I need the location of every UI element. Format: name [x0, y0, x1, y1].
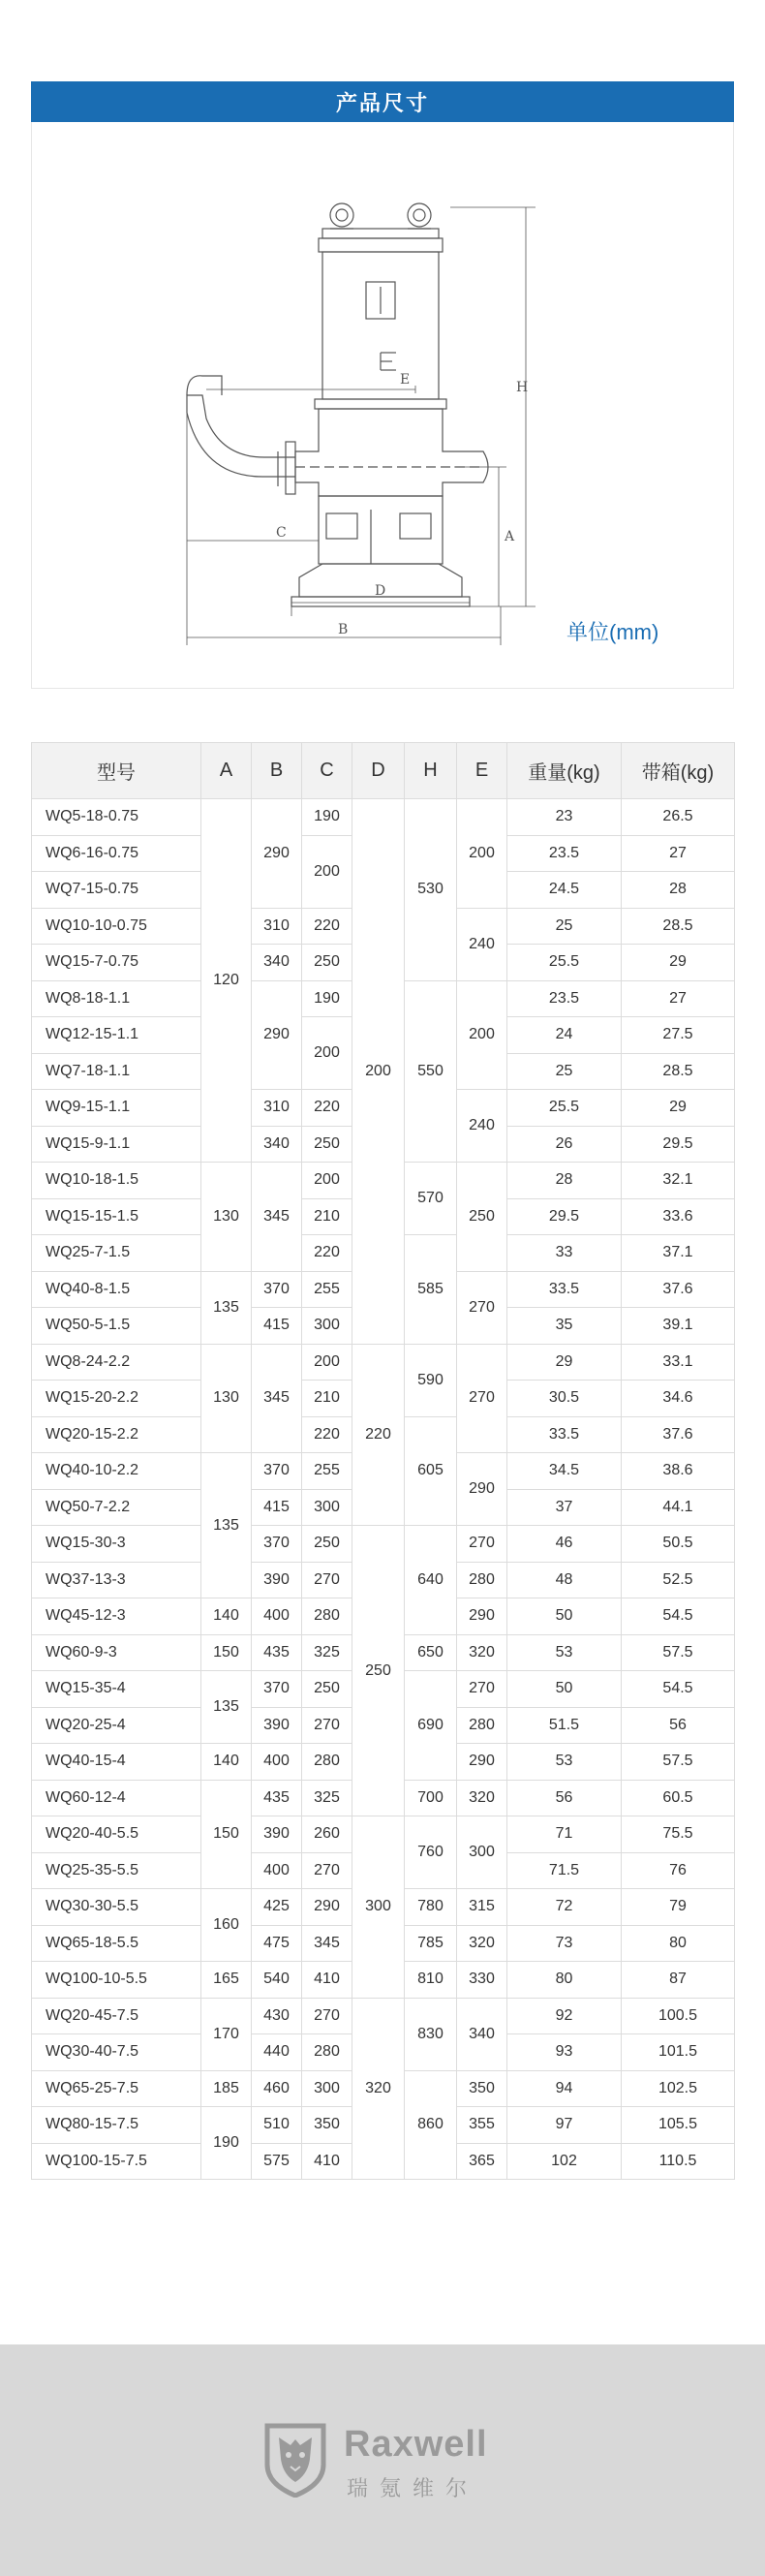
table-cell: 48: [507, 1562, 622, 1598]
table-cell: 170: [201, 1998, 252, 2070]
model-cell: WQ15-7-0.75: [32, 945, 201, 981]
model-cell: WQ37-13-3: [32, 1562, 201, 1598]
model-cell: WQ20-45-7.5: [32, 1998, 201, 2034]
table-cell: 27: [622, 835, 735, 872]
table-cell: 365: [457, 2143, 507, 2180]
model-cell: WQ30-40-7.5: [32, 2034, 201, 2071]
table-cell: 28.5: [622, 908, 735, 945]
model-cell: WQ8-18-1.1: [32, 980, 201, 1017]
table-cell: 190: [201, 2107, 252, 2180]
table-cell: 280: [302, 1598, 352, 1635]
unit-label: 单位(mm): [566, 620, 659, 644]
table-cell: 35: [507, 1308, 622, 1345]
table-cell: 280: [457, 1562, 507, 1598]
table-cell: 160: [201, 1889, 252, 1962]
table-cell: 290: [457, 1744, 507, 1781]
model-cell: WQ7-18-1.1: [32, 1053, 201, 1090]
table-cell: 28.5: [622, 1053, 735, 1090]
table-cell: 280: [302, 2034, 352, 2071]
table-cell: 425: [252, 1889, 302, 1926]
table-row: [32, 799, 735, 836]
table-cell: 33: [507, 1235, 622, 1272]
table-cell: 410: [302, 2143, 352, 2180]
table-cell: 320: [457, 1925, 507, 1962]
table-cell: 39.1: [622, 1308, 735, 1345]
model-cell: WQ12-15-1.1: [32, 1017, 201, 1054]
table-cell: 80: [622, 1925, 735, 1962]
table-row: [32, 1526, 735, 1563]
table-cell: 250: [302, 1126, 352, 1163]
table-cell: 350: [457, 2070, 507, 2107]
model-cell: WQ8-24-2.2: [32, 1344, 201, 1381]
table-cell: 185: [201, 2070, 252, 2107]
table-cell: 570: [405, 1163, 457, 1235]
table-cell: 605: [405, 1416, 457, 1526]
table-cell: 270: [302, 1562, 352, 1598]
table-cell: 300: [302, 1308, 352, 1345]
model-cell: WQ10-10-0.75: [32, 908, 201, 945]
table-cell: 270: [302, 1707, 352, 1744]
table-cell: 32.1: [622, 1163, 735, 1199]
table-cell: 250: [457, 1163, 507, 1272]
table-cell: 25.5: [507, 1090, 622, 1127]
table-cell: 37.6: [622, 1271, 735, 1308]
table-cell: 280: [457, 1707, 507, 1744]
table-cell: 220: [302, 1235, 352, 1272]
table-cell: 51.5: [507, 1707, 622, 1744]
table-cell: 97: [507, 2107, 622, 2144]
table-cell: 37.1: [622, 1235, 735, 1272]
table-cell: 75.5: [622, 1816, 735, 1853]
table-cell: 200: [302, 1344, 352, 1381]
table-cell: 52.5: [622, 1562, 735, 1598]
model-cell: WQ40-15-4: [32, 1744, 201, 1781]
table-cell: 94: [507, 2070, 622, 2107]
table-cell: 46: [507, 1526, 622, 1563]
column-header: 型号: [32, 743, 201, 799]
table-cell: 390: [252, 1816, 302, 1853]
table-cell: 71: [507, 1816, 622, 1853]
table-cell: 475: [252, 1925, 302, 1962]
table-cell: 92: [507, 1998, 622, 2034]
model-cell: WQ5-18-0.75: [32, 799, 201, 836]
table-cell: 53: [507, 1634, 622, 1671]
brand-name-cn: 瑞氪维尔: [347, 2476, 479, 2500]
model-cell: WQ20-25-4: [32, 1707, 201, 1744]
model-cell: WQ40-10-2.2: [32, 1453, 201, 1490]
table-cell: 255: [302, 1453, 352, 1490]
column-header: E: [457, 743, 507, 799]
table-cell: 34.6: [622, 1381, 735, 1417]
table-cell: 50: [507, 1598, 622, 1635]
table-cell: 100.5: [622, 1998, 735, 2034]
model-cell: WQ100-15-7.5: [32, 2143, 201, 2180]
table-cell: 390: [252, 1707, 302, 1744]
table-cell: 340: [252, 1126, 302, 1163]
model-cell: WQ15-30-3: [32, 1526, 201, 1563]
table-cell: 325: [302, 1780, 352, 1816]
column-header: 重量(kg): [507, 743, 622, 799]
table-cell: 54.5: [622, 1671, 735, 1708]
table-cell: 200: [352, 799, 405, 1345]
model-cell: WQ60-12-4: [32, 1780, 201, 1816]
table-cell: 200: [302, 835, 352, 908]
table-cell: 33.5: [507, 1271, 622, 1308]
table-cell: 510: [252, 2107, 302, 2144]
dim-label-b: B: [338, 622, 349, 637]
table-cell: 73: [507, 1925, 622, 1962]
table-cell: 23.5: [507, 980, 622, 1017]
table-cell: 690: [405, 1671, 457, 1781]
table-cell: 760: [405, 1816, 457, 1889]
model-cell: WQ60-9-3: [32, 1634, 201, 1671]
table-cell: 415: [252, 1308, 302, 1345]
table-cell: 540: [252, 1962, 302, 1999]
table-cell: 150: [201, 1780, 252, 1889]
table-cell: 105.5: [622, 2107, 735, 2144]
table-cell: 28: [622, 872, 735, 909]
table-cell: 27.5: [622, 1017, 735, 1054]
table-cell: 315: [457, 1889, 507, 1926]
dim-label-h: H: [516, 380, 529, 395]
model-cell: WQ20-40-5.5: [32, 1816, 201, 1853]
model-cell: WQ30-30-5.5: [32, 1889, 201, 1926]
pump-drawing: [32, 122, 733, 688]
table-cell: 56: [622, 1707, 735, 1744]
dim-label-e: E: [400, 372, 411, 388]
model-cell: WQ9-15-1.1: [32, 1090, 201, 1127]
table-cell: 27: [622, 980, 735, 1017]
table-cell: 29: [507, 1344, 622, 1381]
table-cell: 330: [457, 1962, 507, 1999]
table-cell: 25.5: [507, 945, 622, 981]
table-cell: 350: [302, 2107, 352, 2144]
table-cell: 400: [252, 1598, 302, 1635]
column-header: D: [352, 743, 405, 799]
model-cell: WQ10-18-1.5: [32, 1163, 201, 1199]
table-cell: 130: [201, 1163, 252, 1272]
table-cell: 340: [457, 1998, 507, 2070]
table-cell: 400: [252, 1744, 302, 1781]
table-cell: 860: [405, 2070, 457, 2180]
table-cell: 38.6: [622, 1453, 735, 1490]
table-cell: 110.5: [622, 2143, 735, 2180]
model-cell: WQ7-15-0.75: [32, 872, 201, 909]
table-cell: 50: [507, 1671, 622, 1708]
table-cell: 33.1: [622, 1344, 735, 1381]
table-cell: 140: [201, 1598, 252, 1635]
table-cell: 57.5: [622, 1634, 735, 1671]
table-cell: 130: [201, 1344, 252, 1453]
table-cell: 650: [405, 1634, 457, 1671]
table-cell: 29: [622, 945, 735, 981]
table-cell: 400: [252, 1852, 302, 1889]
dim-label-d: D: [375, 583, 386, 599]
table-cell: 780: [405, 1889, 457, 1926]
table-cell: 165: [201, 1962, 252, 1999]
table-cell: 325: [302, 1634, 352, 1671]
table-cell: 60.5: [622, 1780, 735, 1816]
model-cell: WQ65-18-5.5: [32, 1925, 201, 1962]
table-cell: 345: [302, 1925, 352, 1962]
table-cell: 320: [457, 1634, 507, 1671]
model-cell: WQ15-35-4: [32, 1671, 201, 1708]
table-header-row: [32, 743, 735, 799]
model-cell: WQ6-16-0.75: [32, 835, 201, 872]
table-cell: 72: [507, 1889, 622, 1926]
table-cell: 135: [201, 1271, 252, 1344]
dimension-table: [31, 742, 735, 2180]
table-cell: 270: [457, 1526, 507, 1563]
table-cell: 290: [252, 799, 302, 909]
footer: [0, 2344, 765, 2576]
table-cell: 280: [302, 1744, 352, 1781]
table-cell: 250: [302, 1671, 352, 1708]
table-cell: 29.5: [507, 1198, 622, 1235]
table-cell: 24.5: [507, 872, 622, 909]
table-cell: 71.5: [507, 1852, 622, 1889]
table-cell: 240: [457, 1090, 507, 1163]
table-cell: 290: [457, 1598, 507, 1635]
table-cell: 56: [507, 1780, 622, 1816]
table-cell: 200: [302, 1163, 352, 1199]
table-cell: 190: [302, 980, 352, 1017]
table-cell: 300: [302, 1489, 352, 1526]
table-cell: 340: [252, 945, 302, 981]
model-cell: WQ100-10-5.5: [32, 1962, 201, 1999]
table-cell: 310: [252, 1090, 302, 1127]
table-cell: 28: [507, 1163, 622, 1199]
model-cell: WQ65-25-7.5: [32, 2070, 201, 2107]
table-cell: 435: [252, 1780, 302, 1816]
table-cell: 460: [252, 2070, 302, 2107]
table-cell: 810: [405, 1962, 457, 1999]
table-cell: 530: [405, 799, 457, 981]
table-cell: 140: [201, 1744, 252, 1781]
table-cell: 590: [405, 1344, 457, 1416]
table-cell: 270: [457, 1271, 507, 1344]
table-cell: 23: [507, 799, 622, 836]
table-cell: 101.5: [622, 2034, 735, 2071]
table-cell: 26: [507, 1126, 622, 1163]
table-cell: 150: [201, 1634, 252, 1671]
table-cell: 290: [457, 1453, 507, 1526]
table-cell: 270: [457, 1671, 507, 1708]
table-cell: 220: [352, 1344, 405, 1526]
model-cell: WQ15-15-1.5: [32, 1198, 201, 1235]
table-cell: 33.6: [622, 1198, 735, 1235]
table-cell: 29: [622, 1090, 735, 1127]
dim-label-c: C: [276, 525, 287, 541]
table-cell: 200: [457, 799, 507, 909]
table-cell: 44.1: [622, 1489, 735, 1526]
table-cell: 37.6: [622, 1416, 735, 1453]
model-cell: WQ50-7-2.2: [32, 1489, 201, 1526]
table-cell: 320: [352, 1998, 405, 2180]
table-cell: 24: [507, 1017, 622, 1054]
table-cell: 120: [201, 799, 252, 1163]
table-cell: 440: [252, 2034, 302, 2071]
table-cell: 435: [252, 1634, 302, 1671]
table-cell: 200: [302, 1017, 352, 1090]
table-cell: 290: [302, 1889, 352, 1926]
column-header: B: [252, 743, 302, 799]
table-row: [32, 1816, 735, 1853]
table-cell: 270: [302, 1998, 352, 2034]
table-cell: 210: [302, 1198, 352, 1235]
table-cell: 93: [507, 2034, 622, 2071]
table-cell: 220: [302, 1090, 352, 1127]
table-cell: 370: [252, 1671, 302, 1708]
model-cell: WQ25-7-1.5: [32, 1235, 201, 1272]
table-cell: 250: [302, 1526, 352, 1563]
table-row: [32, 1998, 735, 2034]
model-cell: WQ80-15-7.5: [32, 2107, 201, 2144]
table-cell: 80: [507, 1962, 622, 1999]
table-cell: 300: [457, 1816, 507, 1889]
model-cell: WQ15-20-2.2: [32, 1381, 201, 1417]
table-cell: 310: [252, 908, 302, 945]
table-cell: 250: [302, 945, 352, 981]
column-header: H: [405, 743, 457, 799]
table-cell: 33.5: [507, 1416, 622, 1453]
table-cell: 79: [622, 1889, 735, 1926]
model-cell: WQ15-9-1.1: [32, 1126, 201, 1163]
table-cell: 57.5: [622, 1744, 735, 1781]
table-body: [32, 799, 735, 2180]
column-header: C: [302, 743, 352, 799]
table-cell: 355: [457, 2107, 507, 2144]
table-cell: 300: [352, 1816, 405, 1999]
table-cell: 220: [302, 908, 352, 945]
table-cell: 135: [201, 1671, 252, 1744]
dim-label-a: A: [505, 529, 515, 544]
table-cell: 640: [405, 1526, 457, 1635]
table-cell: 345: [252, 1344, 302, 1453]
table-cell: 200: [457, 980, 507, 1090]
table-cell: 830: [405, 1998, 457, 2070]
table-cell: 50.5: [622, 1526, 735, 1563]
table-cell: 370: [252, 1526, 302, 1563]
table-cell: 270: [302, 1852, 352, 1889]
table-cell: 240: [457, 908, 507, 980]
table-cell: 53: [507, 1744, 622, 1781]
model-cell: WQ50-5-1.5: [32, 1308, 201, 1345]
dimension-diagram: [31, 122, 734, 689]
table-cell: 30.5: [507, 1381, 622, 1417]
column-header: 带箱(kg): [622, 743, 735, 799]
table-cell: 76: [622, 1852, 735, 1889]
table-cell: 300: [302, 2070, 352, 2107]
table-cell: 585: [405, 1235, 457, 1345]
table-cell: 210: [302, 1381, 352, 1417]
table-cell: 29.5: [622, 1126, 735, 1163]
table-cell: 575: [252, 2143, 302, 2180]
table-cell: 430: [252, 1998, 302, 2034]
table-cell: 102.5: [622, 2070, 735, 2107]
brand-name-en: Raxwell: [344, 2424, 488, 2465]
table-cell: 25: [507, 908, 622, 945]
table-cell: 390: [252, 1562, 302, 1598]
table-cell: 23.5: [507, 835, 622, 872]
table-cell: 135: [201, 1453, 252, 1598]
table-cell: 370: [252, 1271, 302, 1308]
table-cell: 260: [302, 1816, 352, 1853]
model-cell: WQ40-8-1.5: [32, 1271, 201, 1308]
model-cell: WQ20-15-2.2: [32, 1416, 201, 1453]
table-cell: 550: [405, 980, 457, 1163]
table-row: [32, 1344, 735, 1381]
table-cell: 290: [252, 980, 302, 1090]
table-cell: 270: [457, 1344, 507, 1453]
model-cell: WQ25-35-5.5: [32, 1852, 201, 1889]
table-cell: 785: [405, 1925, 457, 1962]
table-cell: 26.5: [622, 799, 735, 836]
table-cell: 250: [352, 1526, 405, 1816]
tiger-head-shield-icon: [261, 2420, 329, 2498]
model-cell: WQ45-12-3: [32, 1598, 201, 1635]
table-cell: 255: [302, 1271, 352, 1308]
table-cell: 54.5: [622, 1598, 735, 1635]
table-cell: 34.5: [507, 1453, 622, 1490]
table-cell: 415: [252, 1489, 302, 1526]
table-cell: 37: [507, 1489, 622, 1526]
table-cell: 410: [302, 1962, 352, 1999]
table-cell: 320: [457, 1780, 507, 1816]
table-cell: 190: [302, 799, 352, 836]
table-cell: 370: [252, 1453, 302, 1490]
table-cell: 102: [507, 2143, 622, 2180]
table-cell: 700: [405, 1780, 457, 1816]
section-title: 产品尺寸: [31, 81, 734, 122]
table-cell: 220: [302, 1416, 352, 1453]
table-cell: 345: [252, 1163, 302, 1272]
table-cell: 87: [622, 1962, 735, 1999]
brand-logo: [261, 2420, 488, 2502]
column-header: A: [201, 743, 252, 799]
table-cell: 25: [507, 1053, 622, 1090]
